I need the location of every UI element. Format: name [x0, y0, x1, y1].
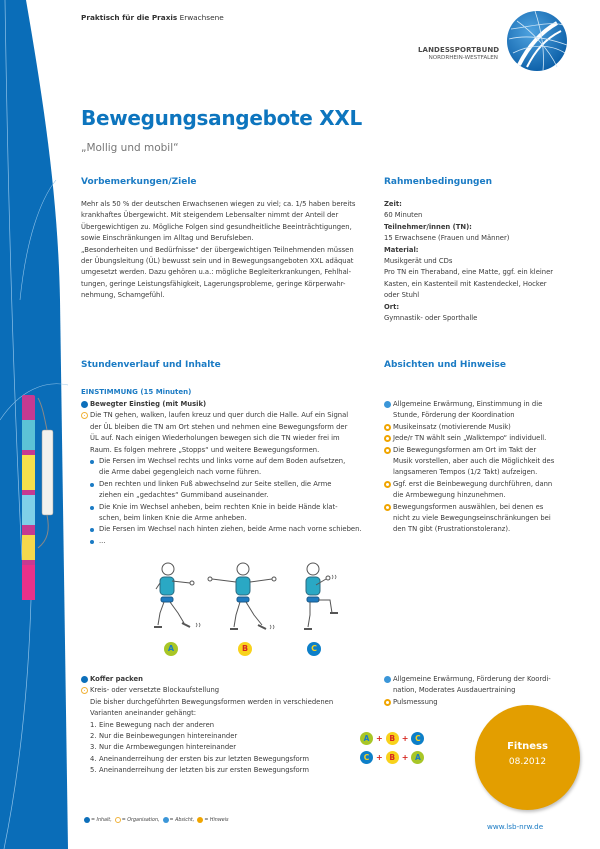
- globe-logo-icon: [505, 9, 569, 73]
- plus-sign: +: [401, 752, 409, 762]
- text-line: ...: [99, 536, 106, 545]
- hinweis-item: [384, 445, 594, 479]
- text-line: nehmung, Schamgefühl.: [81, 291, 165, 300]
- hinweis-item: [384, 479, 594, 502]
- logo-line1: LANDESSPORTBUND: [418, 46, 500, 54]
- block1-org: [81, 410, 371, 456]
- combo-badge: A: [360, 732, 373, 745]
- absichten-block1: [384, 399, 594, 536]
- text-line: Jede/r TN wählt sein „Walktempo“ individuell.: [393, 434, 547, 443]
- absicht-legend-icon: [163, 817, 169, 823]
- text-line: tungen, geringe Leistungsfähigkeit, Lagerungsprobleme, geringe Körperwahr-: [81, 279, 346, 288]
- text-line: sowie Einschränkungen im Alltag und Berufsleben.: [81, 234, 254, 243]
- combo-badge: A: [411, 751, 424, 764]
- series-name: Praktisch für die Praxis: [81, 13, 178, 22]
- step-number: 5.: [90, 766, 97, 775]
- figure-a-illustration: [154, 563, 194, 627]
- bullet-icon: [90, 506, 94, 510]
- block1-title: Bewegter Einstieg (mit Musik): [90, 400, 207, 408]
- material-label: Material:: [384, 245, 419, 254]
- text-line: „Besonderheiten und Bedürfnisse“ der übergewichtigen Teilnehmenden müssen: [81, 245, 354, 254]
- text-line: Ggf. erst die Beinbewegung durchführen, dann: [393, 479, 553, 488]
- text-line: Die TN gehen, walken, laufen kreuz und quer durch die Halle. Auf ein Signal: [90, 411, 349, 420]
- exercise-item: [81, 502, 371, 525]
- legend-hinweis: = Hinweis: [204, 817, 229, 823]
- step-text: Nur die Beinbewegungen hintereinander: [99, 732, 238, 741]
- absicht-marker-icon: [384, 676, 391, 683]
- text-line: ziehen ein „gedachtes“ Gummiband auseinander.: [99, 491, 269, 500]
- bullet-icon: [90, 483, 94, 487]
- text-line: Den rechten und linken Fuß abwechselnd zur Seite stellen, die Arme: [99, 479, 332, 488]
- material-line: Pro TN ein Theraband, eine Matte, ggf. ein kleiner: [384, 268, 554, 277]
- block2-title-item: [81, 674, 371, 685]
- exercise-item: [81, 536, 371, 547]
- text-line: Raum. Es folgen mehrere „Stopps“ und weitere Bewegungsformen.: [90, 445, 320, 454]
- absichten-block2: [384, 674, 594, 708]
- step-item: [81, 731, 371, 742]
- heading-vorbemerkungen: Vorbemerkungen/Ziele: [81, 177, 197, 187]
- page-subtitle: „Mollig und mobil“: [81, 142, 179, 154]
- marker-legend: [84, 817, 229, 823]
- figure-label-c: C: [307, 642, 321, 656]
- inhalt-marker-icon: [81, 676, 88, 683]
- tn-label: Teilnehmer/innen (TN):: [384, 222, 472, 231]
- figure-label-a: A: [164, 642, 178, 656]
- exercise-item: [81, 524, 371, 535]
- block2-title: Koffer packen: [90, 675, 143, 683]
- organisation-legend-icon: [115, 817, 121, 823]
- text-line: Die Knie im Wechsel anheben, beim rechten Knie in beide Hände klat-: [99, 502, 338, 511]
- text-line: nicht zu viele Bewegungseinschränkungen bei: [393, 514, 551, 523]
- combo-badge: B: [386, 732, 399, 745]
- lsb-logo[interactable]: [418, 9, 598, 79]
- heading-absichten: Absichten und Hinweise: [384, 360, 506, 370]
- combo-badge: B: [386, 751, 399, 764]
- plus-sign: +: [401, 733, 409, 743]
- hinweis-marker-icon: [384, 424, 391, 431]
- text-line: krankhaftes Übergewicht. Mit steigendem Lebensalter nimmt der Anteil der: [81, 211, 339, 220]
- exercise-item: [81, 479, 371, 502]
- combo-badge: C: [360, 751, 373, 764]
- heading-rahmenbedingungen: Rahmenbedingungen: [384, 177, 492, 187]
- hinweis-item: [384, 502, 594, 536]
- text-line: Stunde, Förderung der Koordination: [393, 411, 515, 420]
- block2-org: [81, 685, 371, 719]
- text-line: die Armbewegung hinzunehmen.: [393, 491, 506, 500]
- material-line: Musikgerät und CDs: [384, 257, 453, 266]
- organisation-marker-icon: [81, 412, 88, 419]
- step-item: [81, 720, 371, 731]
- text-line: Die bisher durchgeführten Bewegungsformen werden in verschiedenen: [90, 697, 334, 706]
- inhalt-marker-icon: [81, 401, 88, 408]
- combo-row-reverse: [360, 749, 424, 765]
- figure-b-illustration: [208, 563, 276, 629]
- hinweis-marker-icon: [384, 504, 391, 511]
- bullet-icon: [90, 460, 94, 464]
- series-header: [81, 13, 224, 22]
- logo-text: [418, 46, 498, 61]
- bullet-icon: [90, 528, 94, 532]
- heading-stundenverlauf: Stundenverlauf und Inhalte: [81, 360, 221, 370]
- text-line: langsameren Tempos (1/2 Takt) aufzeigen.: [393, 468, 538, 477]
- text-line: Kreis- oder versetzte Blockaufstellung: [90, 686, 220, 695]
- zeit-label: Zeit:: [384, 200, 402, 208]
- issue-date: 08.2012: [508, 757, 547, 767]
- step-text: Nur die Armbewegungen hintereinander: [99, 743, 237, 752]
- text-line: den TN gibt (Frustrationstoleranz).: [393, 525, 511, 534]
- step-number: 4.: [90, 754, 97, 763]
- hinweis-item: [384, 697, 594, 708]
- text-line: Varianten aneinander gehängt:: [90, 709, 197, 718]
- inhalt-legend-icon: [84, 817, 90, 823]
- text-line: Die Fersen im Wechsel nach hinten ziehen, beide Arme nach vorne schieben.: [99, 525, 362, 534]
- combo-row-forward: [360, 730, 424, 746]
- text-line: Musik vorstellen, aber auch die Möglichkeit des: [393, 457, 555, 466]
- tn-value: 15 Erwachsene (Frauen und Männer): [384, 234, 510, 243]
- text-line: Pulsmessung: [393, 697, 438, 706]
- step-item: [81, 754, 371, 765]
- step-item: [81, 765, 371, 776]
- ort-label: Ort:: [384, 302, 400, 311]
- rahmen-text: [384, 199, 594, 324]
- figure-label-b: B: [238, 642, 252, 656]
- text-line: nation, Moderates Ausdauertraining: [393, 686, 516, 695]
- hinweis-item: [384, 433, 594, 444]
- series-audience: Erwachsene: [179, 13, 224, 22]
- text-line: Musikeinsatz (motivierende Musik): [393, 422, 511, 431]
- absicht-item: [384, 674, 594, 697]
- text-line: ÜL auf. Nach einigen Wiederholungen bewegen sich die TN wieder frei im: [90, 434, 340, 443]
- absicht-marker-icon: [384, 401, 391, 408]
- text-line: Allgemeine Erwärmung, Einstimmung in die: [393, 400, 543, 408]
- combo-badge: C: [411, 732, 424, 745]
- logo-line2: NORDRHEIN-WESTFALEN: [428, 55, 498, 61]
- text-line: Die Bewegungsformen am Ort im Takt der: [393, 445, 537, 454]
- text-line: umgesetzt werden. Dazu gehören u.a.: mögliche Begleiterkrankungen, Fehlhal-: [81, 268, 352, 277]
- step-text: Aneinanderreihung der ersten bis zur letzten Bewegungsform: [99, 754, 309, 763]
- band-graphic: [0, 0, 80, 849]
- step-text: Eine Bewegung nach der anderen: [99, 720, 215, 729]
- exercise-figures: [140, 555, 360, 660]
- block1-content: [81, 399, 371, 547]
- text-line: schen, beim linken Knie die Arme anheben.: [99, 514, 247, 523]
- text-line: der ÜL bleiben die TN am Ort stehen und nehmen eine Bewegungsform der: [90, 422, 348, 431]
- hinweis-marker-icon: [384, 435, 391, 442]
- hinweis-marker-icon: [384, 699, 391, 706]
- text-line: Übergewichtigen zu. Mögliche Folgen sind gesundheitliche Beeinträchtigungen,: [81, 222, 352, 231]
- step-number: 1.: [90, 720, 97, 729]
- legend-absicht: = Absicht,: [169, 817, 195, 823]
- legend-organisation: = Organisation,: [121, 817, 160, 823]
- legend-inhalt: = Inhalt,: [91, 817, 112, 823]
- hinweis-marker-icon: [384, 481, 391, 488]
- text-line: der Übungsleitung (ÜL) bewusst sein und in Bewegungsangeboten XXL adäquat: [81, 257, 354, 266]
- website-link[interactable]: www.lsb-nrw.de: [487, 822, 544, 831]
- exercise-item: [81, 456, 371, 479]
- hinweis-marker-icon: [384, 447, 391, 454]
- phase-label: EINSTIMMUNG (15 Minuten): [81, 388, 192, 396]
- organisation-marker-icon: [81, 687, 88, 694]
- figure-c-illustration: [304, 563, 338, 629]
- left-decorative-band: [0, 0, 80, 849]
- step-number: 3.: [90, 743, 97, 752]
- ort-value: Gymnastik- oder Sporthalle: [384, 314, 478, 323]
- block2-content: [81, 674, 371, 777]
- plus-sign: +: [376, 752, 383, 762]
- page-title: Bewegungsangebote XXL: [81, 106, 362, 130]
- zeit-value: 60 Minuten: [384, 211, 423, 220]
- vorbemerkungen-text: [81, 199, 371, 302]
- stick-figures-illustration: [140, 555, 360, 640]
- block1-title-item: [81, 399, 371, 410]
- hinweis-item: [384, 422, 594, 433]
- text-line: die Arme dabei gegengleich nach vorne führen.: [99, 468, 262, 477]
- step-text: Aneinanderreihung der letzten bis zur ersten Bewegungsform: [99, 766, 309, 775]
- absicht-item: [384, 399, 594, 422]
- step-number: 2.: [90, 732, 97, 741]
- plus-sign: +: [376, 733, 383, 743]
- text-line: Mehr als 50 % der deutschen Erwachsenen wiegen zu viel; ca. 1/5 haben bereits: [81, 200, 356, 208]
- sequence-combos: [360, 730, 424, 768]
- text-line: Bewegungsformen auswählen, bei denen es: [393, 502, 544, 511]
- text-line: Allgemeine Erwärmung, Förderung der Koordi-: [393, 675, 551, 683]
- bullet-icon: [90, 540, 94, 544]
- topic-badge: [475, 705, 580, 810]
- step-item: [81, 742, 371, 753]
- material-line: Kasten, ein Kastenteil mit Kastendeckel, Hocker: [384, 279, 547, 288]
- text-line: Die Fersen im Wechsel rechts und links vorne auf dem Boden aufsetzen,: [99, 457, 346, 466]
- material-line: oder Stuhl: [384, 291, 420, 300]
- hinweis-legend-icon: [197, 817, 203, 823]
- topic-label: Fitness: [507, 741, 548, 752]
